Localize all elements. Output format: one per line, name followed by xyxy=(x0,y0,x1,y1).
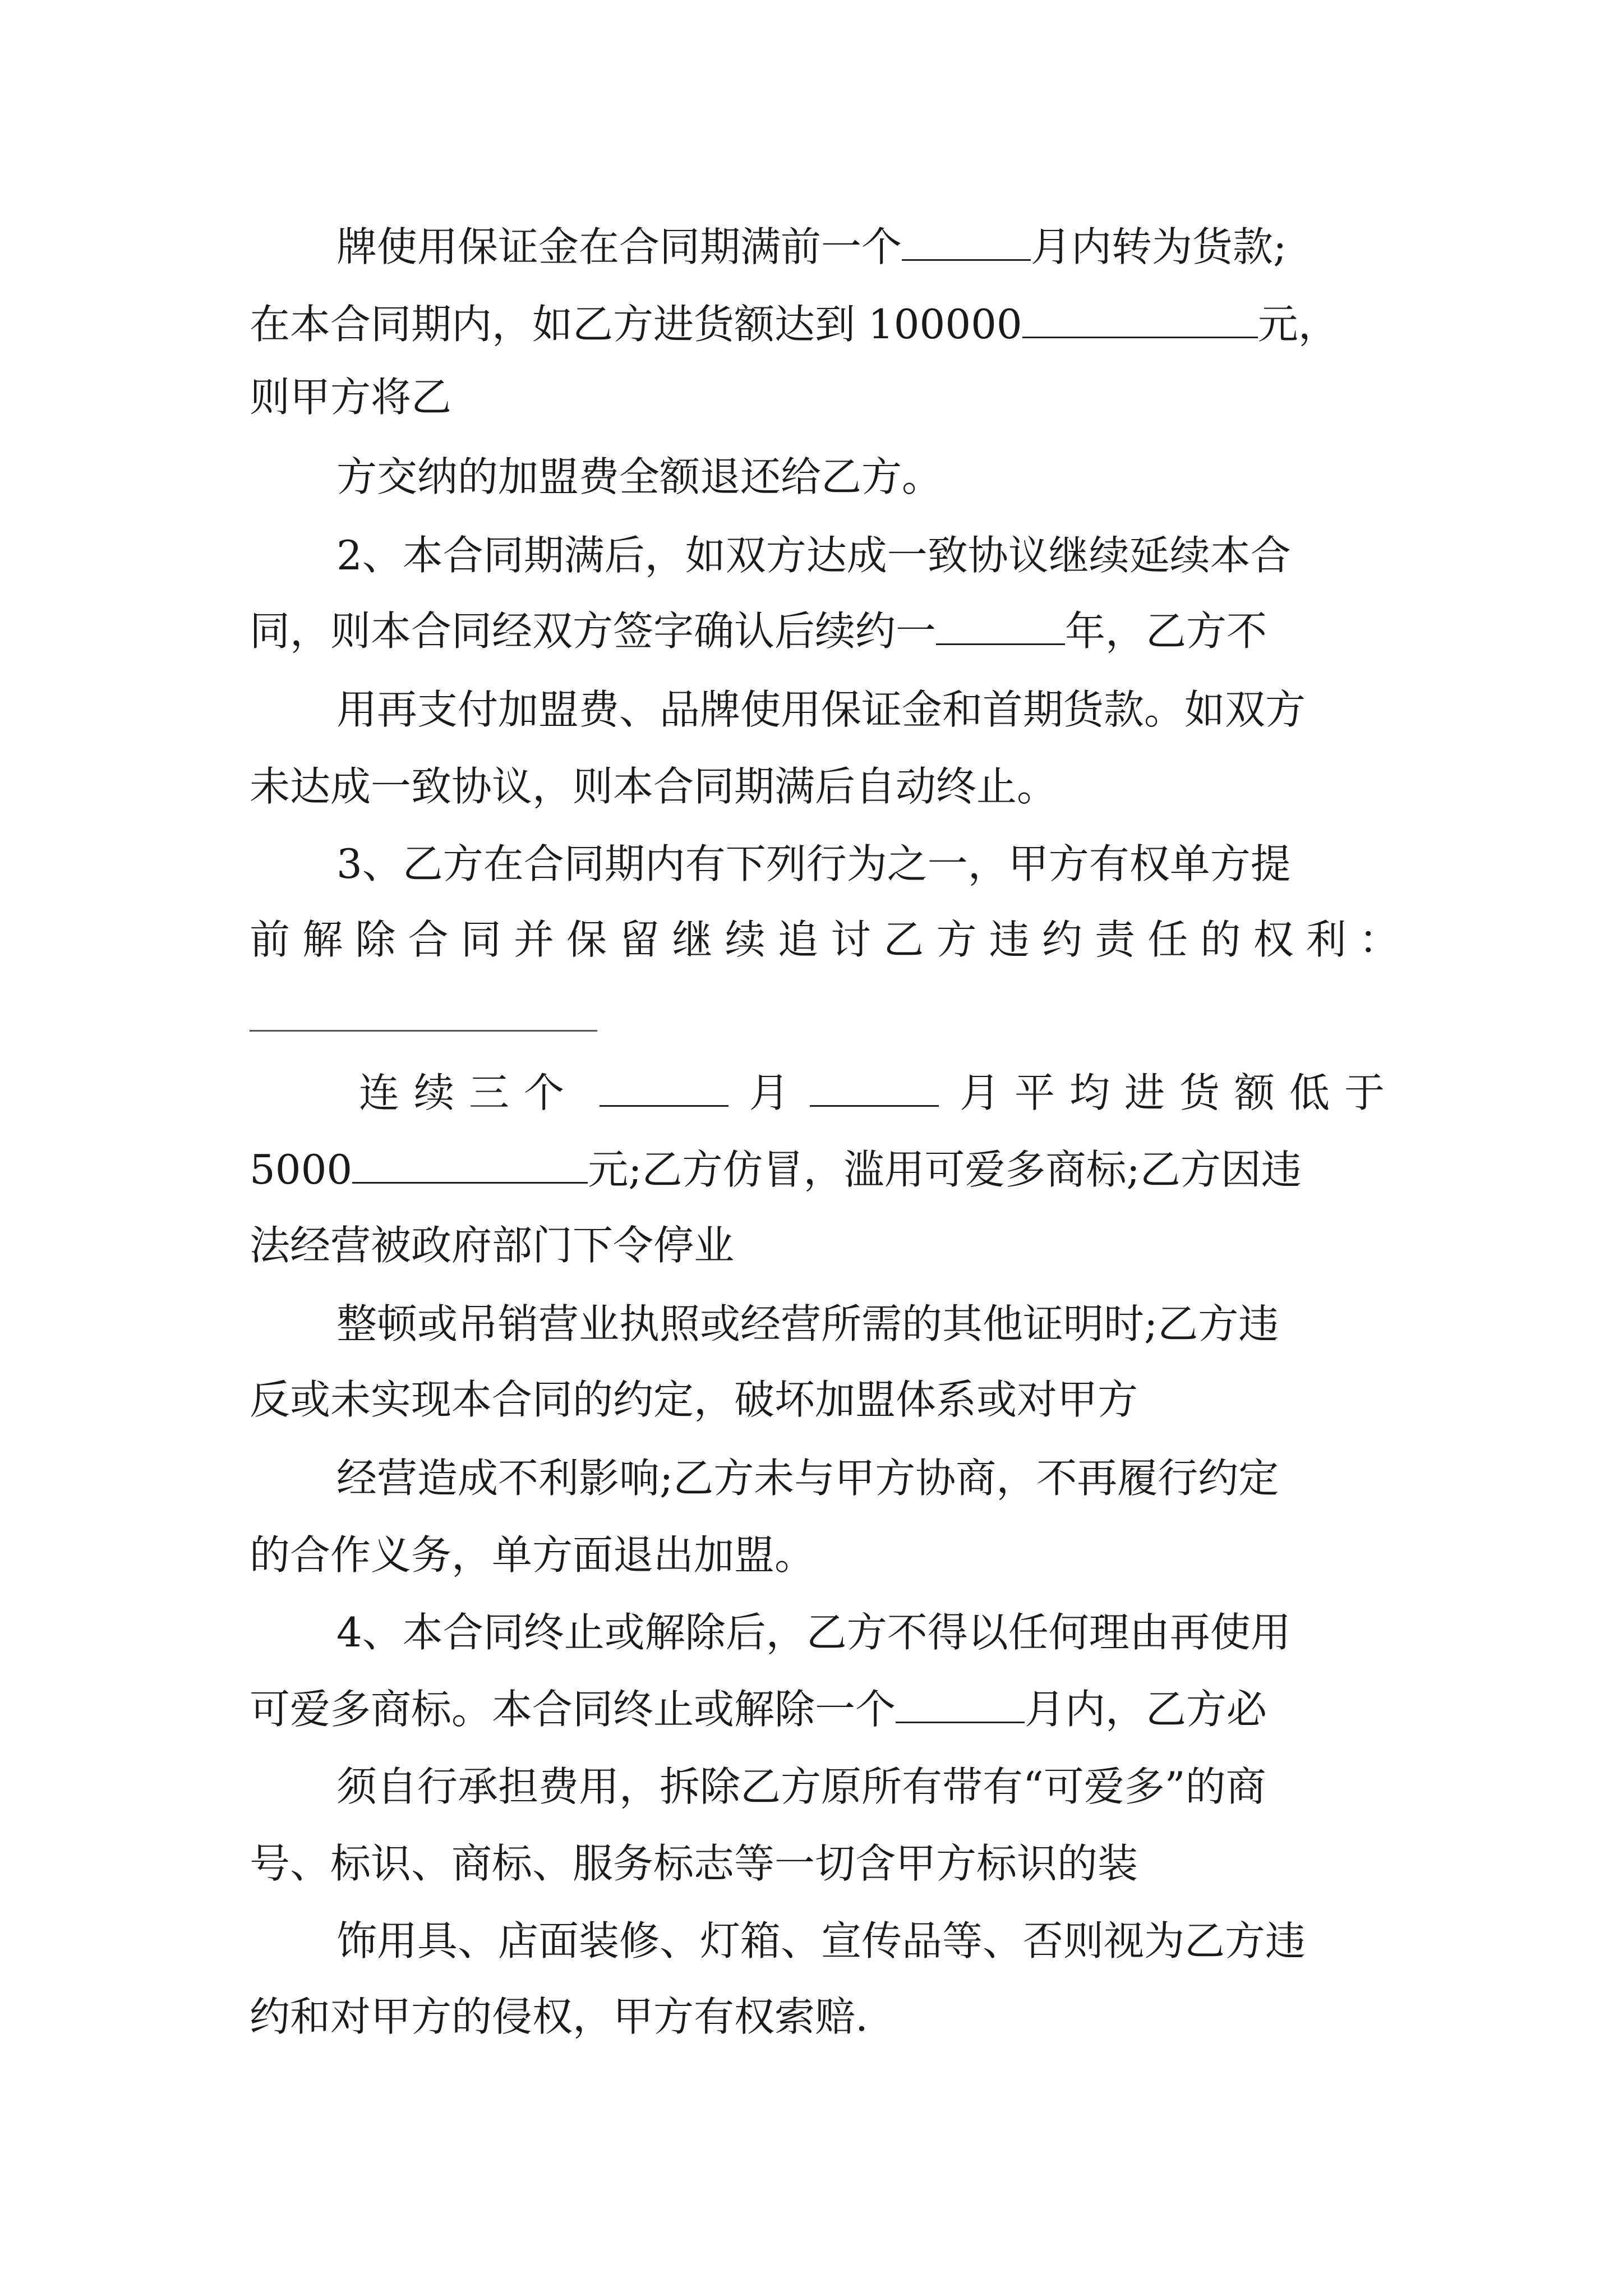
text-fragment: 元;乙方仿冒，滥用可爱多商标;乙方因违 xyxy=(588,1146,1302,1193)
text-fragment: 月内转为货款; xyxy=(1031,223,1287,270)
fill-blank xyxy=(902,223,1031,261)
text-line xyxy=(250,1142,1399,1198)
text-fragment: 月内，乙方必 xyxy=(1025,1686,1267,1733)
fill-blank xyxy=(600,1069,728,1107)
text-line: 饰用具、店面装修、灯箱、宣传品等、否则视为乙方违 xyxy=(336,1917,1306,1964)
text-line: 须自行承担费用，拆除乙方原所有带有“可爱多”的商 xyxy=(336,1763,1266,1810)
fill-blank xyxy=(896,1685,1025,1723)
text-line: 未达成一致协议，则本合同期满后自动终止。 xyxy=(250,763,1058,810)
text-line xyxy=(336,219,1399,275)
text-fragment: 牌使用保证金在合同期满前一个 xyxy=(336,223,902,270)
text-line: 4、本合同终止或解除后，乙方不得以任何理由再使用 xyxy=(336,1609,1291,1656)
text-fragment: 元， xyxy=(1257,301,1339,348)
text-line: 3、乙方在合同期内有下列行为之一，甲方有权单方提 xyxy=(336,840,1291,887)
text-fragment: 月 xyxy=(749,1069,790,1116)
text-line: 用再支付加盟费、品牌使用保证金和首期货款。如双方 xyxy=(336,686,1306,733)
text-line: 反或未实现本合同的约定，破坏加盟体系或对甲方 xyxy=(250,1376,1138,1423)
text-line xyxy=(250,1681,1399,1737)
text-line: 号、标识、商标、服务标志等一切含甲方标识的装 xyxy=(250,1840,1138,1887)
text-line: 约和对甲方的侵权，甲方有权索赔. xyxy=(250,1993,868,2040)
text-line: 则甲方将乙 xyxy=(250,374,452,421)
text-line xyxy=(250,603,1399,659)
text-line: 的合作义务，单方面退出加盟。 xyxy=(250,1531,815,1579)
fill-blank xyxy=(1022,300,1258,338)
text-fragment: 年，乙方不 xyxy=(1065,608,1267,655)
separator-line xyxy=(250,1030,597,1032)
fill-blank xyxy=(936,607,1065,645)
fill-blank xyxy=(810,1069,939,1107)
text-fragment: 在本合同期内，如乙方进货额达到 100000 xyxy=(250,301,1022,348)
text-line: 前解除合同并保留继续追讨乙方违约责任的权利： xyxy=(250,916,1399,963)
text-fragment: 可爱多商标。本合同终止或解除一个 xyxy=(250,1686,896,1733)
text-line xyxy=(250,296,1399,352)
text-line: 经营造成不利影响;乙方未与甲方协商，不再履行约定 xyxy=(336,1455,1279,1502)
text-line: 2、本合同期满后，如双方达成一致协议继续延续本合 xyxy=(336,532,1291,579)
text-fragment: 同，则本合同经双方签字确认后续约一 xyxy=(250,608,937,655)
text-fragment: 5000 xyxy=(250,1146,353,1193)
text-fragment: 连续三个 xyxy=(359,1069,579,1116)
text-line xyxy=(359,1065,1399,1121)
text-line: 整顿或吊销营业执照或经营所需的其他证明时;乙方违 xyxy=(336,1300,1279,1347)
text-fragment: 月平均进货额低于 xyxy=(959,1069,1399,1116)
text-line: 方交纳的加盟费全额退还给乙方。 xyxy=(336,453,943,500)
fill-blank xyxy=(352,1145,588,1184)
text-line: 法经营被政府部门下令停业 xyxy=(250,1222,735,1269)
